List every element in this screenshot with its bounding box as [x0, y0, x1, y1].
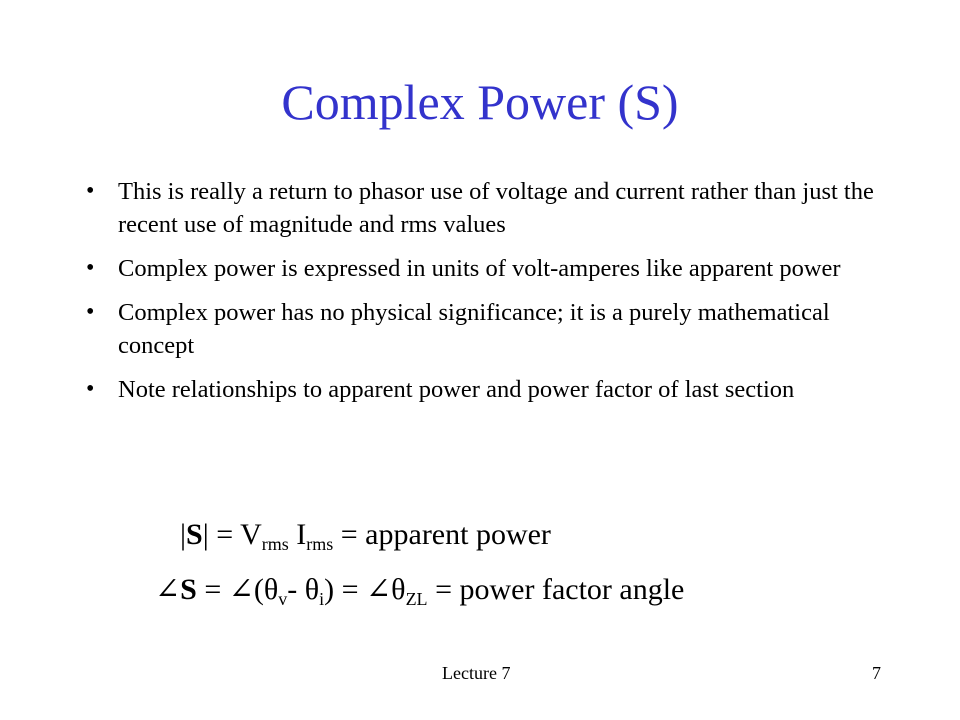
formula-apparent-power-content: [180, 517, 551, 562]
formula-1-lhs-open: |: [180, 518, 187, 551]
formula-power-factor-angle-content: [155, 572, 684, 617]
formula-1-i-subscript: rms: [306, 534, 334, 554]
bullet-text: Complex power is expressed in units of volt-amperes like apparent power: [118, 255, 841, 282]
formula-2-mid-1: = ∠(θ: [196, 573, 279, 606]
footer-page-number: 7: [872, 663, 881, 683]
bullet-item: [86, 175, 886, 241]
formula-1-rhs: = apparent power: [333, 518, 551, 551]
formula-2-v-subscript: v: [278, 589, 288, 609]
bullet-marker: •: [86, 299, 95, 325]
bullet-marker: •: [86, 376, 95, 402]
formula-2-symbol: S: [180, 573, 197, 606]
formula-1-symbol: S: [186, 518, 203, 551]
footer-lecture-label: Lecture 7: [442, 663, 511, 683]
slide-title: Complex Power (S): [281, 74, 679, 130]
bullet-text: Complex power has no physical significance; it is a purely mathematical concept: [118, 299, 830, 359]
formula-2-mid-3: ) = ∠θ: [324, 573, 406, 606]
bullet-text: This is really a return to phasor use of voltage and current rather than just the recent use of magnitude and rms values: [118, 178, 874, 238]
formula-1-v-subscript: rms: [261, 534, 289, 554]
bullet-item: [86, 373, 886, 406]
formula-1-lhs-close: | = V: [202, 518, 262, 551]
bullet-text: Note relationships to apparent power and power factor of last section: [118, 376, 795, 403]
angle-symbol: ∠: [155, 573, 181, 606]
bullet-marker: •: [86, 255, 95, 281]
formula-2-mid-2: - θ: [287, 573, 320, 606]
formula-2-zl-subscript: ZL: [405, 589, 428, 609]
bullet-item: [86, 252, 886, 285]
bullet-marker: •: [86, 178, 95, 204]
formula-2-rhs: = power factor angle: [427, 573, 685, 606]
bullet-list: [86, 175, 886, 417]
formula-2-i-subscript: i: [319, 589, 325, 609]
bullet-item: [86, 296, 886, 362]
formula-1-i-text: I: [288, 518, 307, 551]
